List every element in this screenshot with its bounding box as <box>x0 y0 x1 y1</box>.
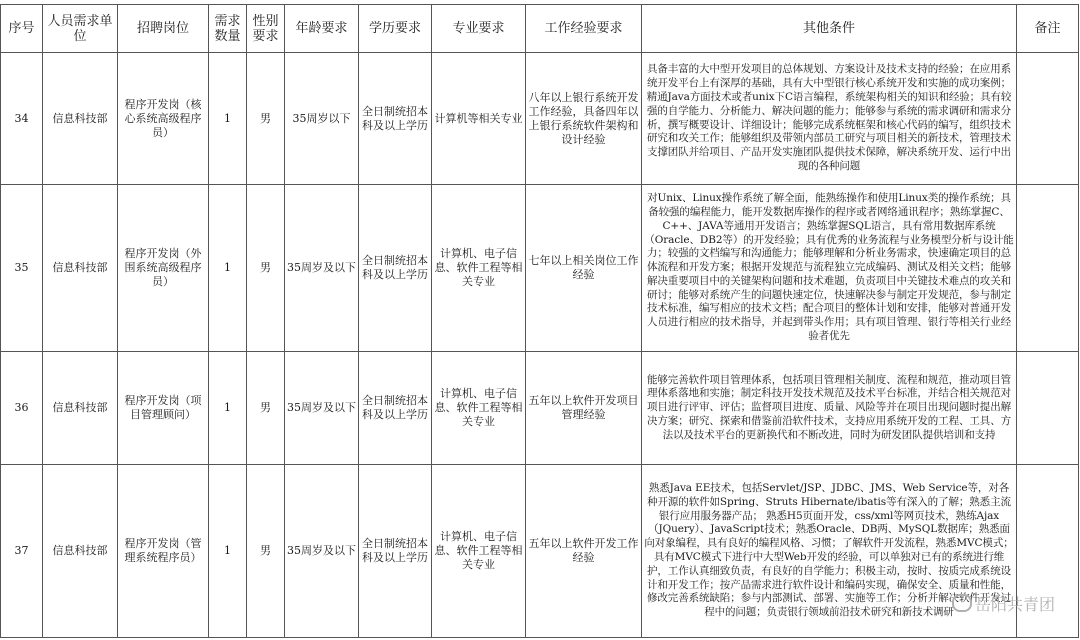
cell-experience: 五年以上软件开发项目管理经验 <box>526 352 642 465</box>
cell-education: 全日制统招本科及以上学历 <box>359 352 432 465</box>
cell-major: 计算机、电子信息、软件工程等相关专业 <box>432 465 526 638</box>
header-major: 专业要求 <box>432 5 526 53</box>
cell-other: 熟悉Java EE技术，包括Servlet/JSP、JDBC、JMS、Web Service等，对各种开源的软件如Spring、Struts Hibernate/ibatis等有深入的了解；熟悉主流银行应用服务器产品； 熟悉H5页面开发，css/xml等网页技术，熟练Ajax（JQuery）、JavaScript技术；熟悉Oracle、DB两、MySQL数据库；熟悉面向对象编程，具有良好的编程风格、习惯；了解软件开发流程，熟悉MVC模式；具有MVC模式下进行中大型Web开发的经验，可以单独对已有的系统进行维护，工作认真细致负责，有良好的自学能力；积极主动，按时、按质完成系统设计和开发工作；按产品需求进行软件设计和编码实现，确保安全、质量和性能，修改完善系统缺陷；参与内部测试、部署、实施等工作；分析并解决软件开发过程中的问题；负责银行领域前沿技术研究和新技术调研 <box>642 465 1017 638</box>
table-row <box>1 53 1079 185</box>
cell-major: 计算机等相关专业 <box>432 53 526 185</box>
cell-unit: 信息科技部 <box>43 465 118 638</box>
cell-no: 36 <box>1 352 43 465</box>
cell-major: 计算机、电子信息、软件工程等相关专业 <box>432 352 526 465</box>
cell-experience: 七年以上相关岗位工作经验 <box>526 185 642 352</box>
cell-age: 35周岁以下 <box>285 53 359 185</box>
header-experience: 工作经验要求 <box>526 5 642 53</box>
cell-unit: 信息科技部 <box>43 53 118 185</box>
cell-position: 程序开发岗（管理系统程序员） <box>118 465 209 638</box>
table-row <box>1 465 1079 638</box>
cell-remark <box>1017 53 1079 185</box>
watermark <box>952 592 1055 615</box>
recruitment-table <box>0 4 1079 638</box>
cell-unit: 信息科技部 <box>43 352 118 465</box>
header-remark: 备注 <box>1017 5 1079 53</box>
table-header-row <box>1 5 1079 53</box>
cell-count: 1 <box>209 53 247 185</box>
cell-gender: 男 <box>247 465 285 638</box>
header-age: 年龄要求 <box>285 5 359 53</box>
cell-education: 全日制统招本科及以上学历 <box>359 185 432 352</box>
cell-no: 37 <box>1 465 43 638</box>
cell-education: 全日制统招本科及以上学历 <box>359 465 432 638</box>
cell-position: 程序开发岗（项目管理顾问） <box>118 352 209 465</box>
header-other: 其他条件 <box>642 5 1017 53</box>
table-row <box>1 185 1079 352</box>
cell-position: 程序开发岗（外围系统高级程序员） <box>118 185 209 352</box>
cell-position: 程序开发岗（核心系统高级程序员） <box>118 53 209 185</box>
cell-age: 35周岁及以下 <box>285 185 359 352</box>
header-education: 学历要求 <box>359 5 432 53</box>
cell-gender: 男 <box>247 352 285 465</box>
header-position: 招聘岗位 <box>118 5 209 53</box>
cell-no: 34 <box>1 53 43 185</box>
cell-other: 对Unix、Linux操作系统了解全面，能熟练操作和使用Linux类的操作系统；具备较强的编程能力，能开发数据库操作的程序或者网络通讯程序；熟练掌握C、C++、JAVA等通用开发语言；熟练掌握SQL语言，具有常用数据库系统（Oracle、DB2等）的开发经验；具有优秀的业务流程与业务模型分析与设计能力；较强的文档编写和沟通能力；能够理解和分析业务需求，快速确定项目的总体流程和开发方案；根据开发规范与流程独立完成编码、测试及相关文档；能够解决重要项目中的关键架构问题和技术难题，负责项目中关键技术难点的攻关和研讨；能够对系统产生的问题快速定位，快速解决参与制定开发规范，参与制定技术标准，编写相应的技术文档；配合项目的整体计划和安排，能够对普通开发人员进行相应的技术指导，并起到带头作用；具有项目管理、银行等相关行业经验者优先 <box>642 185 1017 352</box>
cell-gender: 男 <box>247 185 285 352</box>
cell-other: 能够完善软件项目管理体系，包括项目管理相关制度、流程和规范，推动项目管理体系落地和实施；制定科技开发技术规范及技术平台标准，并结合相关规范对项目进行评审、评估；监督项目进度、质量、风险等并在项目出现问题时提出解决方案；研究、探索和借鉴前沿软件技术，支持应用系统开发的工程、工具、方法以及技术平台的更新换代和不断改进，同时为研发团队提供培训和支持 <box>642 352 1017 465</box>
cell-count: 1 <box>209 185 247 352</box>
cell-count: 1 <box>209 352 247 465</box>
header-gender: 性别要求 <box>247 5 285 53</box>
cell-unit: 信息科技部 <box>43 185 118 352</box>
cell-gender: 男 <box>247 53 285 185</box>
cell-education: 全日制统招本科及以上学历 <box>359 53 432 185</box>
table-row <box>1 352 1079 465</box>
header-no: 序号 <box>1 5 43 53</box>
cell-remark <box>1017 185 1079 352</box>
header-count: 需求数量 <box>209 5 247 53</box>
header-unit: 人员需求单位 <box>43 5 118 53</box>
cell-remark <box>1017 352 1079 465</box>
wechat-icon <box>952 594 972 612</box>
cell-major: 计算机、电子信息、软件工程等相关专业 <box>432 185 526 352</box>
cell-experience: 五年以上软件开发工作经验 <box>526 465 642 638</box>
cell-age: 35周岁及以下 <box>285 465 359 638</box>
cell-age: 35周岁及以下 <box>285 352 359 465</box>
cell-no: 35 <box>1 185 43 352</box>
cell-experience: 八年以上银行系统开发工作经验，具备四年以上银行系统软件架构和设计经验 <box>526 53 642 185</box>
cell-other: 具备丰富的大中型开发项目的总体规划、方案设计及技术支持的经验；在应用系统开发平台上有深厚的基础，具有大中型银行核心系统开发和实施的成功案例；精通Java方面技术或者unix下C语言编程，系统架构相关的知识和经验；具有较强的自学能力、分析能力、解决问题的能力；能够参与系统的需求调研和需求分析，撰写概要设计、详细设计；能够完成系统框架和核心代码的编写，组织技术研究和攻关工作；能够组织及带领内部员工研究与项目相关的新技术，管理技术支撑团队并给项目、产品开发实施团队提供技术保障，解决系统开发、运行中出现的各种问题 <box>642 53 1017 185</box>
cell-count: 1 <box>209 465 247 638</box>
watermark-text: 岳阳共青团 <box>975 595 1056 614</box>
